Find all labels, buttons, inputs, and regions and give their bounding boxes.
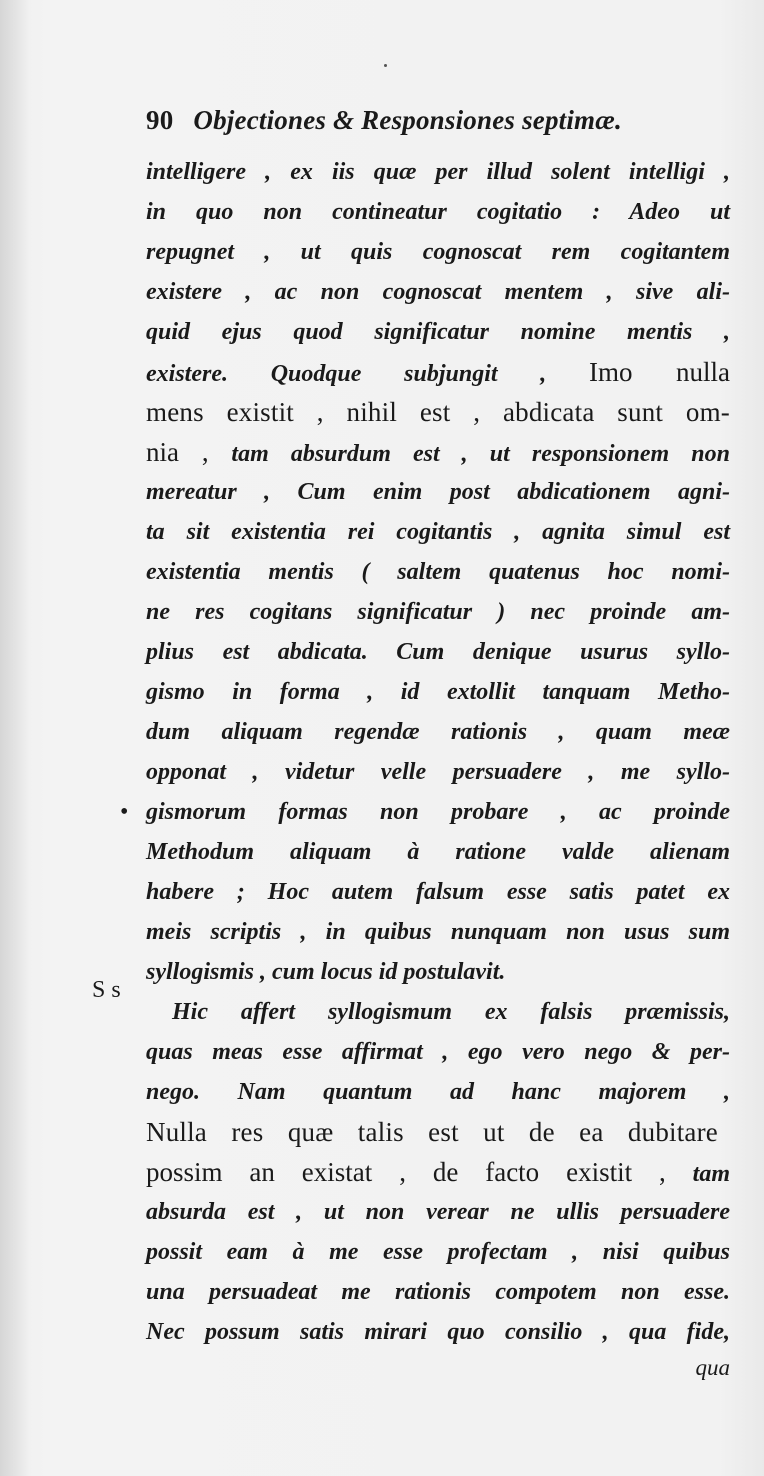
text-line: Methodum aliquam à ratione valde alienam	[146, 839, 730, 865]
text-line	[146, 432, 730, 472]
text-line: Hic affert syllogismum ex falsis præmissis,	[172, 999, 730, 1025]
text-line: Nulla res quæ talis est ut de ea dubitare	[146, 1117, 718, 1147]
text-line: gismorum formas non probare , ac proinde	[146, 799, 730, 825]
text-line: quas meas esse affirmat , ego vero nego & per-	[146, 1039, 730, 1065]
page-number: 90	[146, 105, 174, 135]
body-text	[146, 152, 730, 1382]
text-line: absurda est , ut non verear ne ullis persuadere	[146, 1199, 730, 1225]
text-line: nego. Nam quantum ad hanc majorem ,	[146, 1079, 730, 1105]
text-line	[146, 1152, 730, 1192]
text-line: existentia mentis ( saltem quatenus hoc nomi-	[146, 559, 730, 585]
text-line: ne res cogitans significatur ) nec proinde am-	[146, 599, 730, 625]
catchword: qua	[695, 1355, 730, 1380]
text-line: quid ejus quod significatur nomine mentis ,	[146, 319, 730, 345]
text-line: possit eam à me esse profectam , nisi quibus	[146, 1239, 730, 1265]
text-segment-roman: nia ,	[146, 437, 232, 467]
margin-bullet: •	[120, 799, 129, 825]
text-segment-italic: tam	[692, 1161, 730, 1187]
text-segment-roman: Imo nulla	[589, 357, 730, 387]
text-line: existere , ac non cognoscat mentem , sive ali-	[146, 279, 730, 305]
margin-section-mark: S s	[92, 977, 121, 1003]
text-line: syllogismis , cum locus id postulavit.	[146, 959, 506, 985]
text-line: dum aliquam regendæ rationis , quam meæ	[146, 719, 730, 745]
text-line: gismo in forma , id extollit tanquam Metho-	[146, 679, 730, 705]
text-line: intelligere , ex iis quæ per illud solent intelligi ,	[146, 159, 730, 185]
text-line: Nec possum satis mirari quo consilio , qua fide,	[146, 1319, 730, 1345]
text-line: habere ; Hoc autem falsum esse satis patet ex	[146, 879, 730, 905]
text-segment-roman: possim an existat , de facto existit ,	[146, 1157, 693, 1187]
text-line: plius est abdicata. Cum denique usurus syllo-	[146, 639, 730, 665]
gutter-shadow	[0, 0, 30, 1476]
text-segment-italic: existere. Quodque subjungit ,	[146, 361, 590, 387]
text-line: meis scriptis , in quibus nunquam non usus sum	[146, 919, 730, 945]
text-line: in quo non contineatur cogitatio : Adeo ut	[146, 199, 730, 225]
text-line: una persuadeat me rationis compotem non esse.	[146, 1279, 730, 1305]
running-title: Objectiones & Responsiones septimæ.	[193, 105, 622, 135]
speck-mark	[384, 64, 387, 67]
text-line: mereatur , Cum enim post abdicationem agni-	[146, 479, 730, 505]
text-line: mens existit , nihil est , abdicata sunt om-	[146, 397, 730, 427]
text-segment-italic: tam absurdum est , ut responsionem non	[231, 441, 730, 467]
text-line: opponat , videtur velle persuadere , me syllo-	[146, 759, 730, 785]
text-line: ta sit existentia rei cogitantis , agnita simul est	[146, 519, 730, 545]
running-header	[146, 100, 706, 140]
text-line	[146, 352, 730, 392]
text-line: repugnet , ut quis cognoscat rem cogitantem	[146, 239, 730, 265]
